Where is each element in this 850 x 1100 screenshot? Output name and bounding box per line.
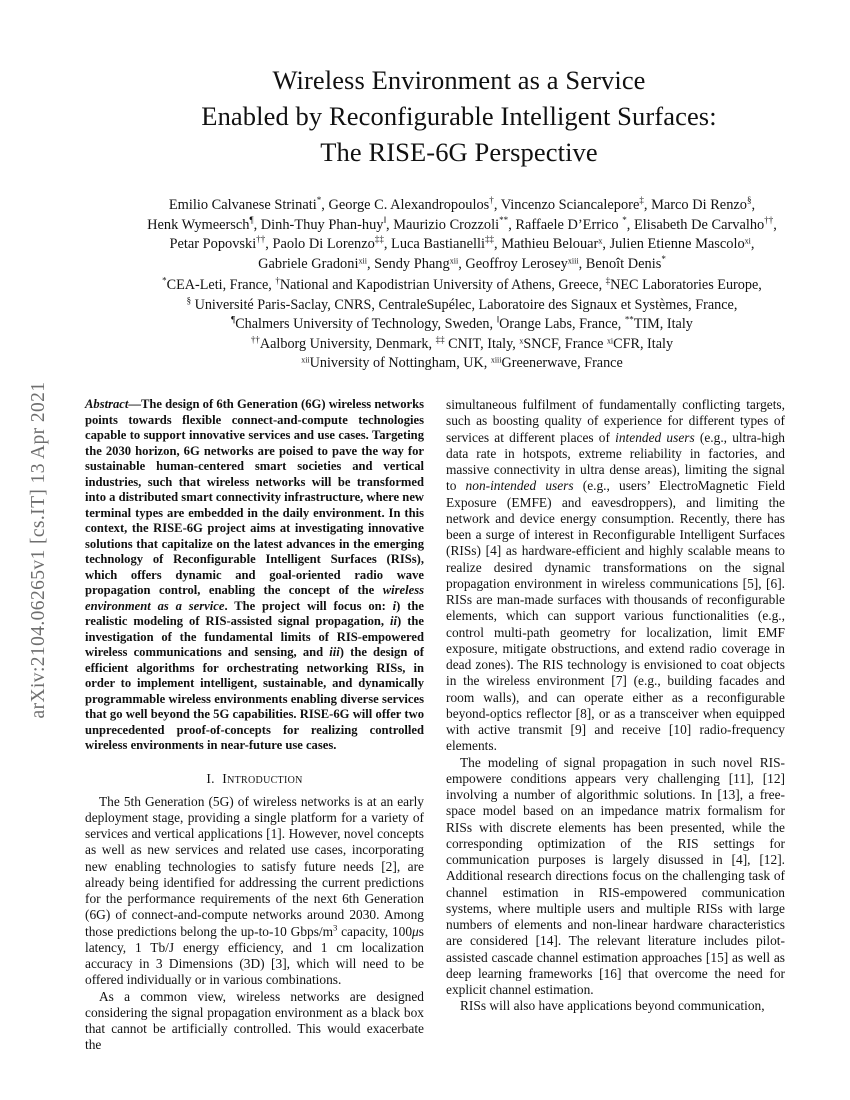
- author-marker: ‖: [383, 214, 387, 225]
- title-line-2: Enabled by Reconfigurable Intelligent Surfaces:: [201, 101, 717, 131]
- page-title: [102, 62, 816, 170]
- affil-marker: ¶: [231, 314, 236, 325]
- abstract-paragraph: Abstract—The design of 6th Generation (6G) wireless networks points towards flexible connect-and-compute technologies capable to support innovative services and use cases. Targeting the 2030 horizon, 6G networks are poised to pave the way for sustainable human-centered smart societies and vertical industries, such that wireless networks will be transformed into a distributed smart connectivity infrastructure, where new terminal types are embedded in the daily environment. In this context, the RISE-6G project aims at investigating innovative solutions that capitalize on the latest advances in the emerging technology of Reconfigurable Intelligent Surfaces (RISs), which offers dynamic and goal-oriented radio wave propagation control, enabling the concept of the wireless environment as a service. The project will focus on: i) the realistic modeling of RIS-assisted signal propagation, ii) the investigation of the fundamental limits of RIS-empowered wireless communications and sensing, and iii) the design of efficient algorithms for orchestrating networking RISs, in order to implement intelligent, sustainable, and dynamically programmable wireless environments enabling diverse services that go well beyond the 5G capabilities. RISE-6G will offer two unprecedented proof-of-concepts for realizing controlled wireless environments in near-future use cases.: [85, 397, 424, 752]
- affiliation-line-4: ††Aalborg University, Denmark, ‡‡ CNIT, Italy, $^x$SNCF, France $^{xi}$CFR, Italy: [250, 333, 674, 352]
- affil-marker: ‡‡: [435, 333, 445, 344]
- affil-marker: ††: [250, 333, 260, 344]
- author-line-1: Emilio Calvanese Strinati*, George C. Alexandropoulos†, Vincenzo Sciancalepore‡, Marco Di Renzo§,: [168, 195, 756, 213]
- abstract-heading: Abstract: [85, 397, 129, 411]
- author-marker: *: [661, 253, 666, 264]
- author-marker: x: [598, 236, 603, 246]
- affiliation-line-3: ¶Chalmers University of Technology, Sweden, ‖Orange Labs, France, **TIM, Italy: [231, 314, 693, 333]
- affil-marker: †: [275, 275, 280, 286]
- affil-marker: §: [186, 295, 192, 306]
- arxiv-stamp-text: arXiv:2104.06265v1 [cs.IT] 13 Apr 2021: [28, 381, 49, 719]
- paper-page: [78, 0, 850, 1100]
- left-paragraph-2: As a common view, wireless networks are designed considering the signal propagation environment as a black box that cannot be artificially controlled. This would exacerbate the: [85, 988, 424, 1053]
- affil-marker: x: [519, 336, 524, 346]
- affil-marker: *: [162, 275, 167, 286]
- affiliation-line-1: *CEA-Leti, France, †National and Kapodistrian University of Athens, Greece, ‡NEC Laboratories Europe,: [162, 275, 762, 294]
- author-marker: ‡‡: [484, 234, 495, 245]
- author-list: [104, 196, 820, 274]
- right-column: [446, 397, 785, 1054]
- author-marker: †: [489, 195, 494, 206]
- affiliation-line-2: § Université Paris-Saclay, CNRS, CentraleSupélec, Laboratoire des Signaux et Systèmes, France,: [186, 295, 738, 313]
- author-marker: ††: [256, 234, 266, 245]
- author-marker: ††: [764, 214, 774, 225]
- author-marker: xii: [358, 256, 367, 266]
- affil-marker: xii: [301, 355, 310, 365]
- affiliation-list: [104, 276, 820, 373]
- left-paragraph-1: The 5th Generation (5G) of wireless networks is at an early deployment stage, providing a single platform for a variety of services and vertical applications [1]. However, novel concepts as well as new services and related use cases, incorporating new enabling technologies to satisfy future needs [2], are already being identified for addressing the current predictions for the performance requirements of the next 6th Generation (6G) of connect-and-compute networks around 2030. Among those predictions belong the up-to-10 Gbps/$m^3$ capacity, 100μs latency, 1 Tb/J energy efficiency, and 1 cm localization accuracy in 3 Dimensions (3D) [3], which will need to be offered individually or in various combinations.: [85, 793, 424, 988]
- left-column: [85, 397, 424, 1054]
- section-heading-introduction: [85, 771, 424, 787]
- affil-marker: ‖: [496, 314, 500, 325]
- author-marker: xiii: [567, 256, 579, 266]
- author-marker: xi: [744, 236, 751, 246]
- author-line-3: Petar Popovski††, Paolo Di Lorenzo‡‡, Luca Bastianelli‡‡, Mathieu Belouar$^x$, Julien Etienne Mascolo$^{xi}$,: [169, 234, 755, 253]
- affiliation-line-5: $^{xii}$University of Nottingham, UK, $^{xiii}$Greenerwave, France: [301, 355, 623, 371]
- author-marker: *: [622, 214, 627, 225]
- author-marker: **: [499, 214, 509, 225]
- exponent-3: 3: [333, 922, 338, 933]
- author-line-2: Henk Wymeersch¶, Dinh-Thuy Phan-huy‖, Maurizio Crozzoli**, Raffaele D’Errico *, Elisabeth De Carvalho††,: [147, 214, 777, 233]
- author-marker: ¶: [249, 214, 254, 225]
- mu-symbol: μ: [412, 923, 419, 939]
- body-columns: [85, 397, 785, 1054]
- title-line-1: Wireless Environment as a Service: [272, 65, 646, 95]
- author-marker: *: [316, 195, 322, 206]
- author-marker: ‡: [639, 195, 644, 206]
- section-title: Introduction: [222, 770, 303, 786]
- affil-marker: xi: [606, 336, 614, 346]
- author-marker: §: [746, 195, 752, 206]
- arxiv-stamp: [0, 0, 78, 1100]
- author-marker: ‡‡: [374, 234, 384, 245]
- right-paragraph-1: simultaneous fulfilment of fundamentally conflicting targets, such as boosting quality of experience for different types of services at different places of intended users (e.g., ultra-high data rate in hotspots, extreme reliability in factories, and massive connectivity in ultra dense areas), limiting the signal to non-intended users (e.g., users’ ElectroMagnetic Field Exposure (EMFE) and eavesdroppers), and limiting the network and device energy consumption. Recently, there has been a surge of interest in Reconfigurable Intelligent Surfaces (RISs) [4] as hardware-efficient and highly scalable means to realize desired dynamic transformations on the signal propagation environment in wireless communications [5], [6]. RISs are man-made surfaces with thousands of reconfigurable elements, which can support various functionalities (e.g., control multi-path geometry for localization, limit EMF exposure, mitigate obstructions, and extend radio coverage in dead zones). The RIS technology is envisioned to coat objects in the wireless environment [7] (e.g., building facades and room walls), and can operate either as a reconfigurable beyond-optics reflector [8], or as a transceiver when equipped with active transmit [9] and receive [10] radio-frequency elements.: [446, 397, 785, 754]
- section-numeral: I.: [206, 770, 215, 786]
- affil-marker: **: [624, 314, 634, 325]
- author-line-4: Gabriele Gradoni$^{xii}$, Sendy Phang$^{xii}$, Geoffroy Lerosey$^{xiii}$, Benoît Denis*: [258, 253, 666, 272]
- author-marker: xii: [449, 256, 459, 266]
- right-paragraph-3: RISs will also have applications beyond communication,: [460, 998, 765, 1014]
- right-paragraph-2: The modeling of signal propagation in such novel RIS-empowere conditions appears very challenging [11], [12] involving a number of algorithmic solutions. In [13], a free-space model based on an impedance matrix formalism for RISs with discrete elements has been presented, while the corresponding optimization of the RIS settings for communication purposes is largely disussed in [4], [12]. Additional research directions focus on the challenging task of channel estimation in RIS-empowered communication systems, where multiple users and multiple RISs with large numbers of elements and non-linear hardware characteristics are considered [14]. The relevant literature includes pilot-assisted cascade channel estimation approaches [15] as well as deep learning frameworks [16] that overcome the need for explicit channel estimation.: [446, 754, 785, 997]
- affil-marker: xiii: [490, 355, 502, 365]
- title-line-3: The RISE-6G Perspective: [320, 137, 598, 167]
- affil-marker: ‡: [605, 275, 611, 286]
